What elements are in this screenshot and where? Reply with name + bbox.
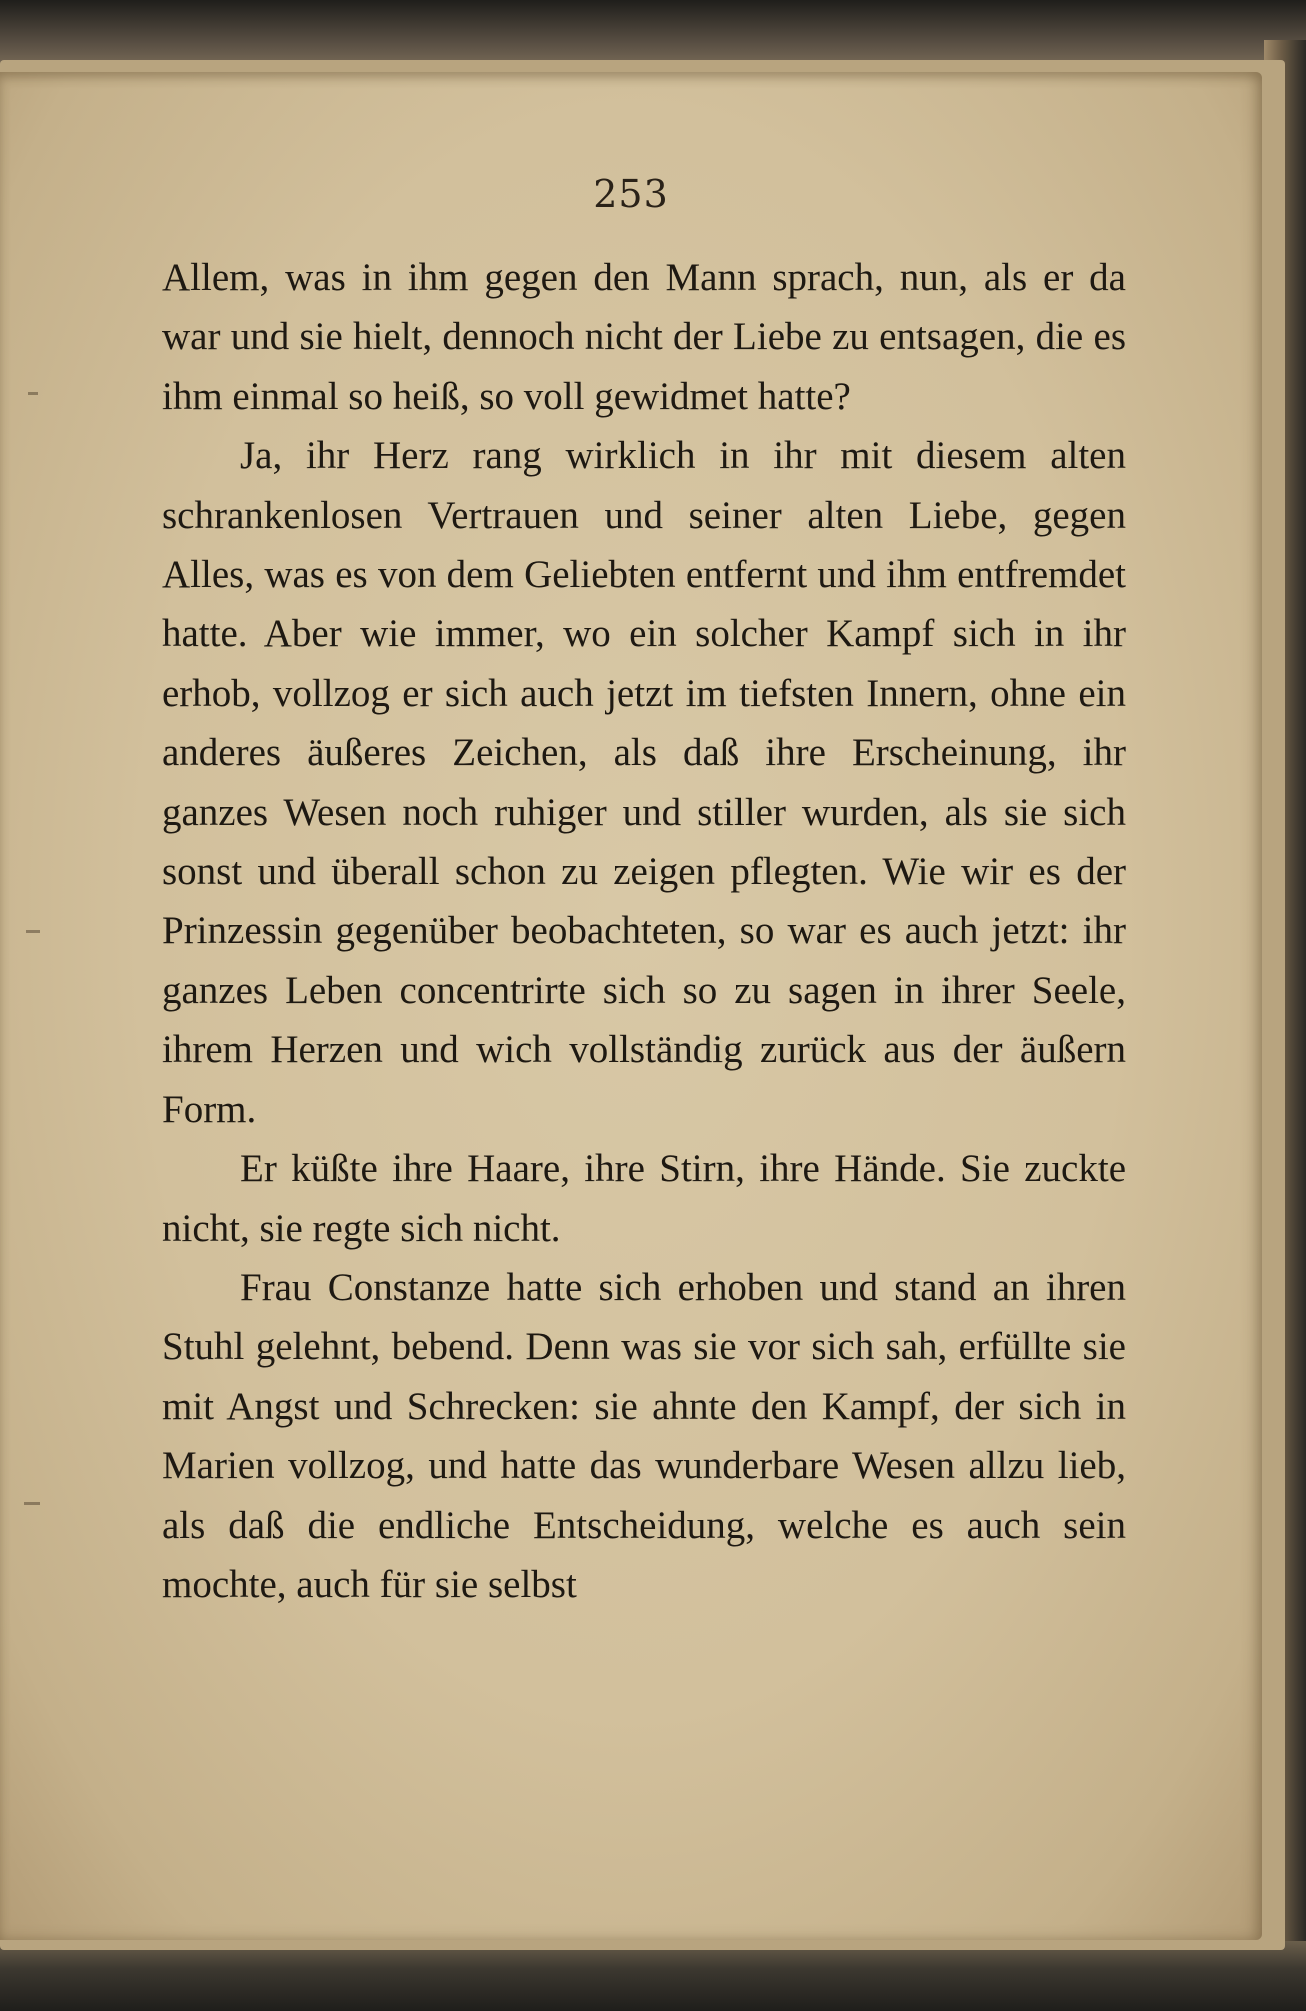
body-text — [162, 248, 1126, 1614]
margin-mark — [24, 1502, 40, 1505]
book-page — [0, 72, 1262, 1940]
paragraph-1: Allem, was in ihm gegen den Mann sprach, nun, als er da war und sie hielt, dennoch nicht der Liebe zu entsagen, die es ihm einmal so heiß, so voll gewidmet hatte? — [162, 256, 1126, 418]
paragraph-4: Frau Constanze hatte sich erhoben und stand an ihren Stuhl gelehnt, bebend. Denn was sie vor sich sah, erfüllte sie mit Angst und Schrecken: sie ahnte den Kampf, der sich in Marien vollzog, und hatte das wunderbare Wesen allzu lieb, als daß die endliche Entscheidung, welche es auch sein mochte, auch für sie selbst — [162, 1265, 1126, 1606]
book-cover-edge-bottom — [0, 1941, 1306, 2011]
margin-mark — [28, 392, 38, 395]
margin-mark — [26, 930, 40, 933]
paragraph-3: Er küßte ihre Haare, ihre Stirn, ihre Hände. Sie zuckte nicht, sie regte sich nicht. — [162, 1147, 1126, 1250]
page-number: 253 — [593, 172, 669, 216]
paragraph-2: Ja, ihr Herz rang wirklich in ihr mit diesem alten schrankenlosen Vertrauen und seiner alten Liebe, gegen Alles, was es von dem Geliebten entfernt und ihm entfremdet hatte. Aber wie immer, wo ein solcher Kampf sich in ihr erhob, vollzog er sich auch jetzt im tiefsten Innern, ohne ein anderes äußeres Zeichen, als daß ihre Erscheinung, ihr ganzes Wesen noch ruhiger und stiller wurden, als sie sich sonst und überall schon zu zeigen pflegten. Wie wir es der Prinzessin gegenüber beobachteten, so war es auch jetzt: ihr ganzes Leben concentrirte sich so zu sagen in ihrer Seele, ihrem Herzen und wich vollständig zurück aus der äußern Form. — [162, 434, 1126, 1131]
